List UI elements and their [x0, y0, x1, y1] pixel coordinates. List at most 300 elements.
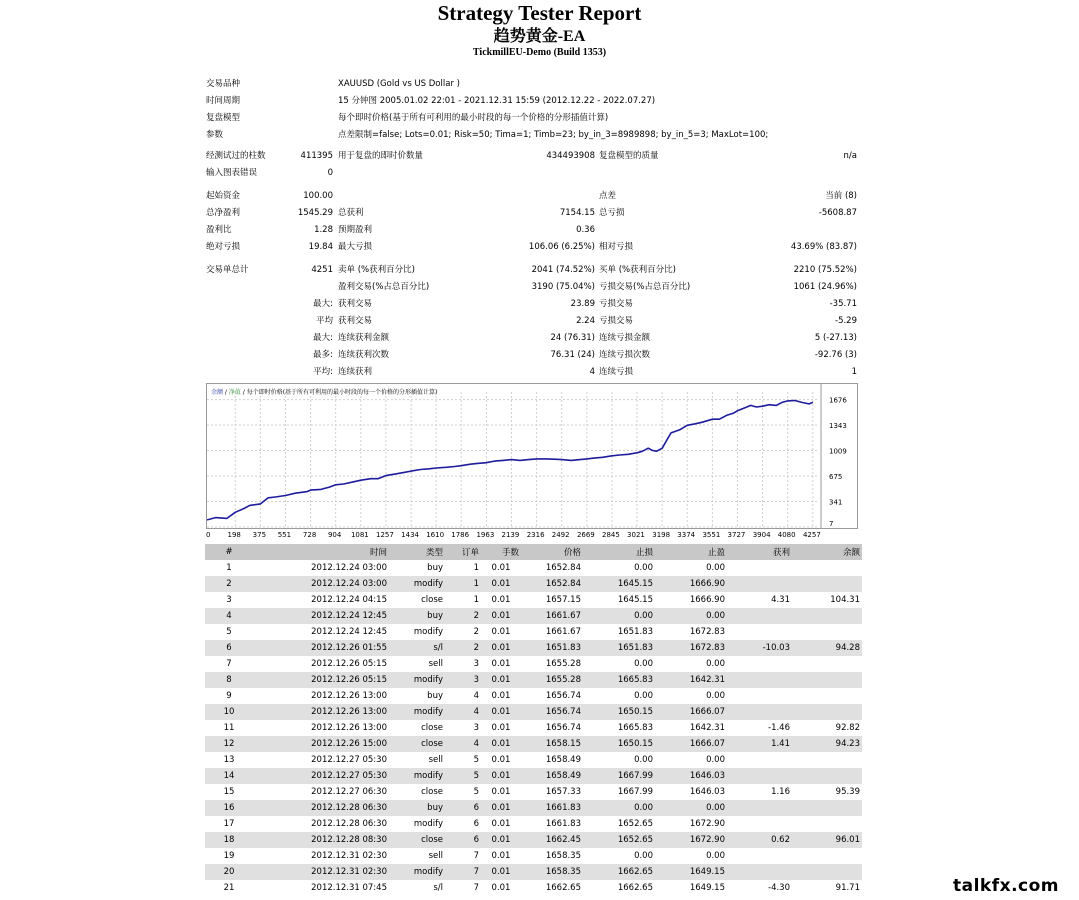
legend-model: / 每个即时价格(基于所有可利用的最小时段的每一个价格的分形插值计算)	[240, 389, 438, 396]
cell-size: 0.01	[491, 755, 511, 765]
cell-tp: 1646.03	[689, 771, 725, 781]
chart-legend	[211, 387, 437, 396]
cell-time: 2012.12.26 13:00	[311, 707, 387, 717]
cell-balance	[792, 704, 862, 720]
cell-size: 0.01	[491, 707, 511, 717]
cell-type: modify	[413, 675, 443, 685]
cell-time: 2012.12.28 08:30	[311, 835, 387, 845]
cell-size: 0.01	[491, 867, 511, 877]
largest-prefix: 最大:	[313, 299, 333, 309]
cell-time: 2012.12.26 05:15	[311, 675, 387, 685]
table-row	[205, 576, 862, 592]
x-tick-label: 3374	[677, 531, 696, 539]
cell-number: 9	[226, 691, 232, 701]
cell-sl: 1650.15	[617, 739, 653, 749]
cell-profit: -4.30	[768, 883, 790, 893]
cell-balance	[792, 624, 862, 640]
cell-number: 15	[223, 787, 235, 797]
absolute-drawdown-label: 绝对亏损	[206, 242, 241, 252]
cell-price: 1658.35	[545, 867, 581, 877]
max-consecutive-prefix: 最大:	[313, 333, 333, 343]
header-type: 类型	[425, 548, 443, 558]
x-tick-label: 2316	[526, 531, 545, 539]
cell-price: 1657.33	[545, 787, 581, 797]
gross-profit-value: 7154.15	[559, 208, 595, 218]
cell-balance	[792, 816, 862, 832]
cell-number: 17	[223, 819, 235, 829]
cell-profit	[727, 688, 792, 704]
x-tick-label: 2139	[501, 531, 520, 539]
cell-size: 0.01	[491, 723, 511, 733]
cell-time: 2012.12.31 02:30	[311, 867, 387, 877]
cell-order: 7	[473, 851, 479, 861]
cell-sl: 1662.65	[617, 867, 653, 877]
table-row	[205, 640, 862, 656]
cell-balance: 94.23	[835, 739, 860, 749]
cell-size: 0.01	[491, 643, 511, 653]
x-tick-label: 4257	[802, 531, 821, 539]
cell-sl: 1652.65	[617, 819, 653, 829]
gross-loss-label: 总亏损	[599, 208, 625, 218]
bars-label: 经测试过的柱数	[206, 151, 266, 161]
spread-label: 点差	[599, 191, 617, 201]
average-consecutive-prefix: 平均:	[313, 367, 333, 377]
cell-sl: 0.00	[634, 563, 653, 573]
header-size: 手数	[501, 548, 519, 558]
max-consecutive-losses-value: 5 (-27.13)	[814, 333, 857, 343]
table-row	[205, 880, 862, 896]
x-tick-label: 0	[206, 531, 211, 539]
cell-type: close	[421, 787, 443, 797]
cell-order: 1	[473, 595, 479, 605]
cell-time: 2012.12.24 04:15	[311, 595, 387, 605]
max-consecutive-wins-label: 连续获利金额	[338, 333, 390, 343]
cell-type: modify	[413, 819, 443, 829]
report-title: Strategy Tester Report	[437, 1, 642, 25]
cell-time: 2012.12.24 12:45	[311, 627, 387, 637]
table-row	[205, 848, 862, 864]
maximal-drawdown-value: 106.06 (6.25%)	[528, 242, 595, 252]
cell-time: 2012.12.27 05:30	[311, 771, 387, 781]
cell-size: 0.01	[491, 739, 511, 749]
cell-order: 2	[473, 611, 479, 621]
max-consecutive-loss-value: -92.76 (3)	[814, 350, 857, 360]
cell-sl: 1667.99	[617, 771, 653, 781]
cell-size: 0.01	[491, 627, 511, 637]
cell-order: 7	[473, 867, 479, 877]
model-label: 复盘模型	[206, 113, 241, 123]
cell-tp: 0.00	[706, 691, 725, 701]
cell-type: modify	[413, 771, 443, 781]
cell-size: 0.01	[491, 611, 511, 621]
cell-number: 13	[223, 755, 235, 765]
cell-size: 0.01	[491, 771, 511, 781]
cell-profit	[727, 848, 792, 864]
table-row	[205, 688, 862, 704]
cell-size: 0.01	[491, 659, 511, 669]
cell-tp: 0.00	[706, 659, 725, 669]
table-row	[205, 752, 862, 768]
x-tick-label: 3198	[652, 531, 671, 539]
cell-price: 1662.65	[545, 883, 581, 893]
cell-balance: 94.28	[835, 643, 860, 653]
cell-time: 2012.12.28 06:30	[311, 819, 387, 829]
cell-type: s/l	[433, 643, 443, 653]
x-tick-label: 1257	[375, 531, 394, 539]
cell-order: 3	[473, 675, 479, 685]
max-consecutive-wins-value: 24 (76.31)	[550, 333, 595, 343]
cell-time: 2012.12.27 05:30	[311, 755, 387, 765]
cell-time: 2012.12.26 05:15	[311, 659, 387, 669]
cell-profit	[727, 752, 792, 768]
table-row	[205, 800, 862, 816]
cell-sl: 1665.83	[617, 723, 653, 733]
table-row	[205, 592, 862, 608]
header-order: 订单	[461, 548, 479, 558]
cell-tp: 1649.15	[689, 867, 725, 877]
cell-time: 2012.12.26 15:00	[311, 739, 387, 749]
cell-type: buy	[427, 803, 443, 813]
average-loss-value: -5.29	[835, 316, 857, 326]
cell-balance	[792, 768, 862, 784]
loss-trades-value: 1061 (24.96%)	[793, 282, 857, 292]
cell-tp: 1666.07	[689, 707, 725, 717]
cell-sl: 0.00	[634, 803, 653, 813]
cell-tp: 0.00	[706, 755, 725, 765]
cell-size: 0.01	[491, 595, 511, 605]
cell-size: 0.01	[491, 675, 511, 685]
cell-order: 4	[473, 691, 479, 701]
cell-type: close	[421, 723, 443, 733]
cell-balance	[792, 576, 862, 592]
cell-sl: 0.00	[634, 611, 653, 621]
cell-price: 1655.28	[545, 675, 581, 685]
cell-time: 2012.12.26 13:00	[311, 723, 387, 733]
net-profit-value: 1545.29	[297, 208, 333, 218]
cell-size: 0.01	[491, 787, 511, 797]
cell-profit: -10.03	[762, 643, 790, 653]
average-consecutive-losses-label: 连续亏损	[599, 367, 634, 377]
params-value: 点差限制=false; Lots=0.01; Risk=50; Tima=1; Timb=23; by_in_3=8989898; by_in_5=3; MaxLot=100;	[338, 130, 769, 140]
cell-tp: 0.00	[706, 611, 725, 621]
maximal-drawdown-label: 最大亏损	[338, 242, 373, 252]
y-tick-label: 1676	[829, 396, 847, 405]
cell-profit	[727, 704, 792, 720]
cell-profit	[727, 864, 792, 880]
cell-profit: -1.46	[768, 723, 790, 733]
cell-order: 3	[473, 723, 479, 733]
deals-table	[205, 544, 862, 896]
table-row	[205, 816, 862, 832]
cell-size: 0.01	[491, 851, 511, 861]
cell-tp: 1666.90	[689, 595, 725, 605]
cell-price: 1658.49	[545, 771, 581, 781]
deals-body	[205, 560, 862, 896]
cell-time: 2012.12.28 06:30	[311, 803, 387, 813]
x-tick-label: 2492	[551, 531, 570, 539]
cell-price: 1656.74	[545, 707, 581, 717]
symbol-label: 交易品种	[206, 79, 241, 89]
y-tick-label: 341	[829, 498, 843, 507]
cell-profit	[727, 624, 792, 640]
cell-order: 1	[473, 579, 479, 589]
cell-balance	[792, 608, 862, 624]
header-balance: 余额	[842, 548, 860, 558]
cell-type: buy	[427, 563, 443, 573]
cell-tp: 1672.90	[689, 835, 725, 845]
cell-number: 20	[223, 867, 235, 877]
table-row	[205, 656, 862, 672]
x-tick-label: 375	[252, 531, 267, 539]
cell-profit: 1.41	[771, 739, 790, 749]
cell-sl: 1651.83	[617, 627, 653, 637]
cell-time: 2012.12.31 07:45	[311, 883, 387, 893]
cell-sl: 1645.15	[617, 595, 653, 605]
cell-profit: 0.62	[771, 835, 790, 845]
x-tick-label: 2845	[602, 531, 620, 539]
balance-chart-svg	[207, 384, 857, 528]
table-row	[205, 704, 862, 720]
cell-price: 1656.74	[545, 723, 581, 733]
cell-type: close	[421, 739, 443, 749]
cell-number: 11	[223, 723, 235, 733]
relative-drawdown-label: 相对亏损	[599, 242, 634, 252]
cell-number: 21	[223, 883, 235, 893]
cell-sl: 1662.65	[617, 883, 653, 893]
cell-tp: 0.00	[706, 803, 725, 813]
cell-balance: 92.82	[835, 723, 860, 733]
cell-time: 2012.12.24 03:00	[311, 579, 387, 589]
cell-number: 2	[226, 579, 232, 589]
deposit-value: 100.00	[303, 191, 333, 201]
cell-balance: 96.01	[835, 835, 860, 845]
average-consecutive-wins-label: 连续获利	[338, 367, 373, 377]
ticks-label: 用于复盘的即时价数量	[338, 151, 424, 161]
x-tick-label: 1963	[476, 531, 495, 539]
cell-sl: 1665.83	[617, 675, 653, 685]
cell-profit	[727, 672, 792, 688]
header-price: 价格	[563, 548, 581, 558]
header-time: 时间	[369, 548, 387, 558]
table-row	[205, 560, 862, 576]
cell-profit	[727, 768, 792, 784]
largest-loss-value: -35.71	[829, 299, 857, 309]
cell-profit	[727, 656, 792, 672]
x-tick-label: 1434	[401, 531, 420, 539]
x-tick-label: 2669	[576, 531, 595, 539]
cell-profit	[727, 576, 792, 592]
period-label: 时间周期	[206, 96, 241, 106]
cell-sl: 0.00	[634, 851, 653, 861]
average-consecutive-wins-value: 4	[589, 367, 595, 377]
header-number: #	[225, 547, 233, 557]
absolute-drawdown-value: 19.84	[308, 242, 333, 252]
table-row	[205, 864, 862, 880]
cell-balance	[792, 560, 862, 576]
short-positions-value: 2041 (74.52%)	[531, 265, 595, 275]
chart-x-axis	[200, 528, 840, 542]
cell-balance	[792, 688, 862, 704]
cell-time: 2012.12.31 02:30	[311, 851, 387, 861]
y-tick-label: 675	[829, 473, 843, 482]
cell-number: 18	[223, 835, 235, 845]
y-tick-label: 7	[829, 520, 834, 528]
table-row	[205, 672, 862, 688]
cell-number: 19	[223, 851, 235, 861]
cell-tp: 0.00	[706, 851, 725, 861]
cell-price: 1651.83	[545, 643, 581, 653]
average-consecutive-losses-value: 1	[851, 367, 857, 377]
y-tick-label: 1009	[829, 447, 847, 456]
cell-number: 8	[226, 675, 232, 685]
cell-sl: 1651.83	[617, 643, 653, 653]
cell-price: 1657.15	[545, 595, 581, 605]
cell-type: buy	[427, 691, 443, 701]
cell-sl: 0.00	[634, 755, 653, 765]
cell-balance	[792, 864, 862, 880]
expected-payoff-label: 预期盈利	[338, 225, 373, 235]
errors-label: 输入图表错误	[206, 168, 258, 178]
cell-size: 0.01	[491, 819, 511, 829]
cell-price: 1658.49	[545, 755, 581, 765]
errors-value: 0	[327, 168, 333, 178]
cell-tp: 1642.31	[689, 723, 725, 733]
cell-tp: 1646.03	[689, 787, 725, 797]
max-consecutive-loss-label: 连续亏损次数	[599, 350, 651, 360]
cell-tp: 0.00	[706, 563, 725, 573]
cell-order: 5	[473, 787, 479, 797]
cell-time: 2012.12.26 01:55	[311, 643, 387, 653]
watermark: talkfx.com	[953, 876, 1060, 896]
cell-number: 4	[226, 611, 232, 621]
series-line-balance	[207, 401, 813, 520]
cell-balance	[792, 672, 862, 688]
ea-name: 趋势黄金-EA	[493, 28, 586, 45]
cell-time: 2012.12.26 13:00	[311, 691, 387, 701]
cell-price: 1652.84	[545, 579, 581, 589]
cell-number: 5	[226, 627, 232, 637]
cell-balance: 104.31	[830, 595, 860, 605]
max-consecutive-profit-prefix: 最多:	[313, 350, 333, 360]
cell-balance	[792, 656, 862, 672]
table-row	[205, 624, 862, 640]
long-positions-value: 2210 (75.52%)	[793, 265, 857, 275]
profit-trades-label: 盈利交易(%占总百分比)	[338, 282, 430, 292]
cell-sl: 1645.15	[617, 579, 653, 589]
deposit-label: 起始资金	[206, 191, 241, 201]
quality-label: 复盘模型的质量	[599, 151, 659, 161]
max-consecutive-losses-label: 连续亏损金额	[599, 333, 651, 343]
cell-time: 2012.12.24 03:00	[311, 563, 387, 573]
symbol-value: XAUUSD (Gold vs US Dollar )	[338, 79, 460, 89]
table-row	[205, 736, 862, 752]
cell-size: 0.01	[491, 579, 511, 589]
total-trades-label: 交易单总计	[206, 265, 249, 275]
cell-price: 1662.45	[545, 835, 581, 845]
cell-balance	[792, 752, 862, 768]
cell-tp: 1666.90	[689, 579, 725, 589]
cell-type: sell	[428, 755, 443, 765]
cell-order: 4	[473, 707, 479, 717]
server-build: TickmillEU-Demo (Build 1353)	[472, 47, 607, 58]
largest-profit-label: 获利交易	[338, 299, 373, 309]
cell-order: 7	[473, 883, 479, 893]
x-tick-label: 3021	[627, 531, 645, 539]
cell-type: modify	[413, 627, 443, 637]
cell-size: 0.01	[491, 835, 511, 845]
x-tick-label: 1081	[350, 531, 369, 539]
cell-tp: 1666.07	[689, 739, 725, 749]
total-trades-value: 4251	[311, 265, 333, 275]
x-tick-label: 1786	[451, 531, 470, 539]
cell-profit: 4.31	[771, 595, 790, 605]
cell-number: 10	[223, 707, 235, 717]
cell-order: 5	[473, 771, 479, 781]
cell-size: 0.01	[491, 883, 511, 893]
cell-type: close	[421, 595, 443, 605]
cell-type: modify	[413, 707, 443, 717]
cell-type: sell	[428, 659, 443, 669]
cell-balance	[792, 800, 862, 816]
largest-loss-label: 亏损交易	[599, 299, 634, 309]
cell-number: 12	[223, 739, 235, 749]
profit-factor-label: 盈利比	[206, 225, 232, 235]
x-tick-label: 3551	[702, 531, 721, 539]
period-value: 15 分钟图 2005.01.02 22:01 - 2021.12.31 15:59 (2012.12.22 - 2022.07.27)	[338, 96, 656, 106]
cell-order: 3	[473, 659, 479, 669]
cell-order: 6	[473, 803, 479, 813]
cell-type: s/l	[433, 883, 443, 893]
cell-number: 7	[226, 659, 232, 669]
relative-drawdown-value: 43.69% (83.87)	[790, 242, 857, 252]
cell-price: 1658.15	[545, 739, 581, 749]
x-tick-label: 198	[227, 531, 241, 539]
cell-balance	[792, 848, 862, 864]
loss-trades-label: 亏损交易(%占总百分比)	[599, 282, 691, 292]
profit-trades-value: 3190 (75.04%)	[531, 282, 595, 292]
cell-price: 1661.83	[545, 803, 581, 813]
table-row	[205, 768, 862, 784]
cell-type: modify	[413, 579, 443, 589]
x-tick-label: 728	[302, 531, 317, 539]
cell-sl: 0.00	[634, 691, 653, 701]
cell-price: 1661.67	[545, 611, 581, 621]
x-tick-label: 904	[327, 531, 342, 539]
legend-equity: 净值	[228, 389, 241, 396]
largest-profit-value: 23.89	[570, 299, 595, 309]
cell-sl: 1667.99	[617, 787, 653, 797]
average-prefix: 平均	[315, 316, 333, 326]
cell-time: 2012.12.24 12:45	[311, 611, 387, 621]
cell-time: 2012.12.27 06:30	[311, 787, 387, 797]
cell-balance: 95.39	[835, 787, 860, 797]
cell-price: 1661.83	[545, 819, 581, 829]
cell-order: 2	[473, 627, 479, 637]
cell-price: 1658.35	[545, 851, 581, 861]
cell-sl: 1652.65	[617, 835, 653, 845]
table-row	[205, 608, 862, 624]
cell-number: 3	[226, 595, 232, 605]
cell-type: modify	[413, 867, 443, 877]
table-row	[205, 832, 862, 848]
cell-tp: 1672.90	[689, 819, 725, 829]
y-tick-label: 1343	[829, 422, 847, 431]
legend-balance: 余额	[211, 389, 224, 396]
cell-profit	[727, 560, 792, 576]
average-profit-label: 获利交易	[338, 316, 373, 326]
average-loss-label: 亏损交易	[599, 316, 634, 326]
cell-profit	[727, 608, 792, 624]
